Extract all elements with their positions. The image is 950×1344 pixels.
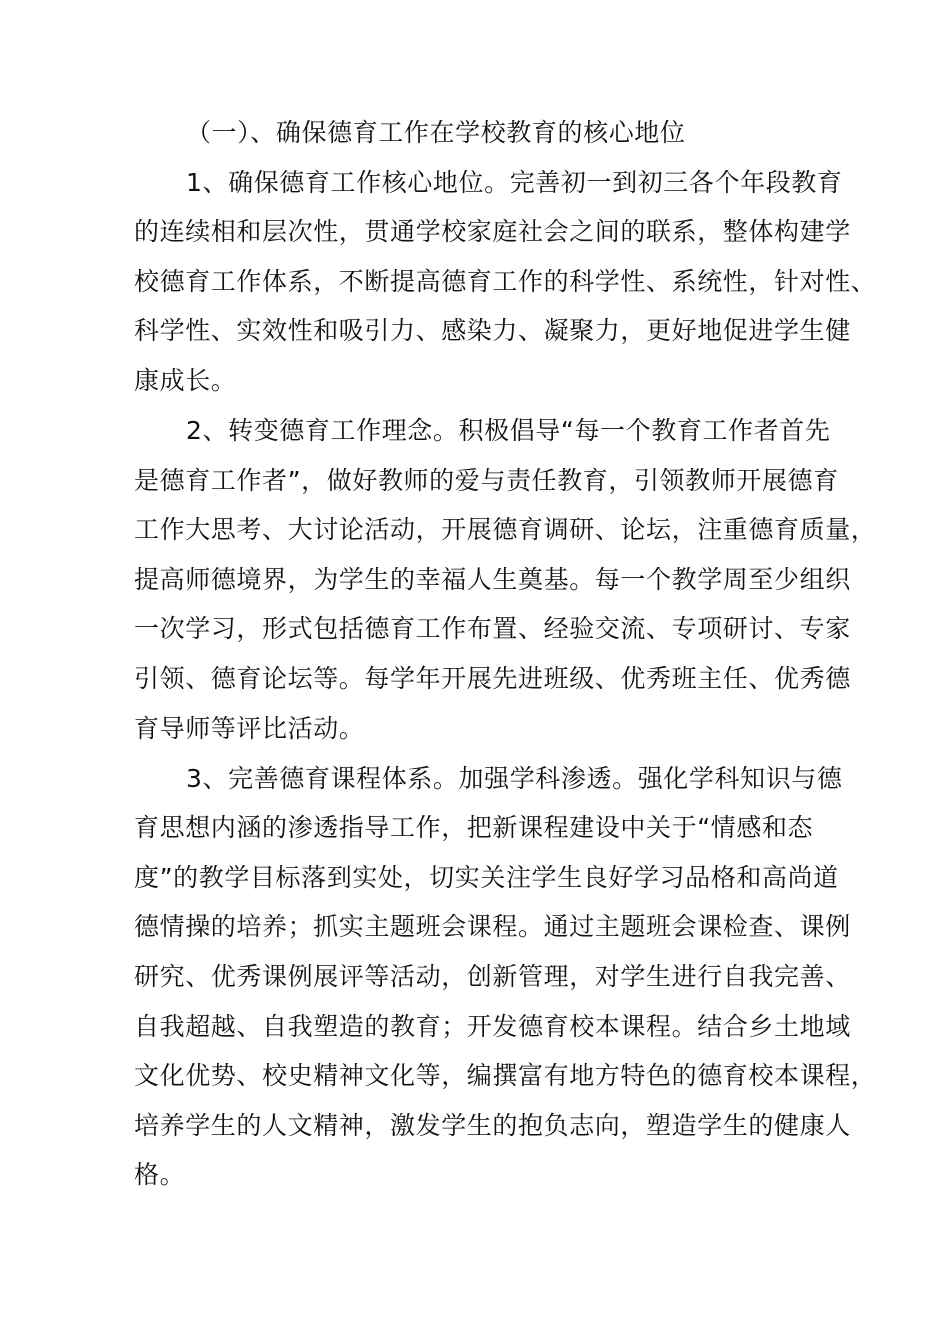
paragraph-3-line-5: 研究、优秀课例展评等活动，创新管理，对学生进行自我完善、: [134, 962, 851, 991]
paragraph-3-line-6: 自我超越、自我塑造的教育；开发德育校本课程。结合乡土地域: [134, 1012, 851, 1041]
paragraph-3-line-7: 文化优势、校史精神文化等，编撰富有地方特色的德育校本课程，: [134, 1061, 877, 1090]
paragraph-2-line-7: 育导师等评比活动。: [134, 714, 365, 743]
paragraph-2-line-6: 引领、德育论坛等。每学年开展先进班级、优秀班主任、优秀德: [134, 664, 851, 693]
paragraph-1-line-4: 科学性、实效性和吸引力、感染力、凝聚力，更好地促进学生健: [134, 316, 851, 345]
paragraph-1-line-5: 康成长。: [134, 366, 237, 395]
paragraph-3-line-8: 培养学生的人文精神，激发学生的抱负志向，塑造学生的健康人: [134, 1111, 851, 1140]
paragraph-2-line-2: 是德育工作者”，做好教师的爱与责任教育，引领教师开展德育: [134, 466, 839, 495]
paragraph-1-line-1: 1、确保德育工作核心地位。完善初一到初三各个年段教育: [186, 168, 843, 197]
paragraph-2-line-3: 工作大思考、大讨论活动，开展德育调研、论坛，注重德育质量，: [134, 515, 877, 544]
paragraph-3-line-3: 度”的教学目标落到实处，切实关注学生良好学习品格和高尚道: [134, 863, 839, 892]
paragraph-3-line-2: 育思想内涵的渗透指导工作，把新课程建设中关于“情感和态: [134, 813, 814, 842]
paragraph-3-line-9: 格。: [134, 1160, 186, 1189]
section-heading: （一）、确保德育工作在学校教育的核心地位: [186, 118, 686, 147]
paragraph-3-line-4: 德情操的培养；抓实主题班会课程。通过主题班会课检查、课例: [134, 912, 851, 941]
paragraph-2-line-1: 2、转变德育工作理念。积极倡导“每一个教育工作者首先: [186, 416, 831, 445]
paragraph-2-line-5: 一次学习，形式包括德育工作布置、经验交流、专项研讨、专家: [134, 614, 851, 643]
paragraph-1-line-3: 校德育工作体系，不断提高德育工作的科学性、系统性，针对性、: [134, 267, 877, 296]
paragraph-2-line-4: 提高师德境界，为学生的幸福人生奠基。每一个教学周至少组织: [134, 565, 851, 594]
paragraph-1-line-2: 的连续相和层次性，贯通学校家庭社会之间的联系，整体构建学: [134, 217, 851, 246]
paragraph-3-line-1: 3、完善德育课程体系。加强学科渗透。强化学科知识与德: [186, 764, 843, 793]
